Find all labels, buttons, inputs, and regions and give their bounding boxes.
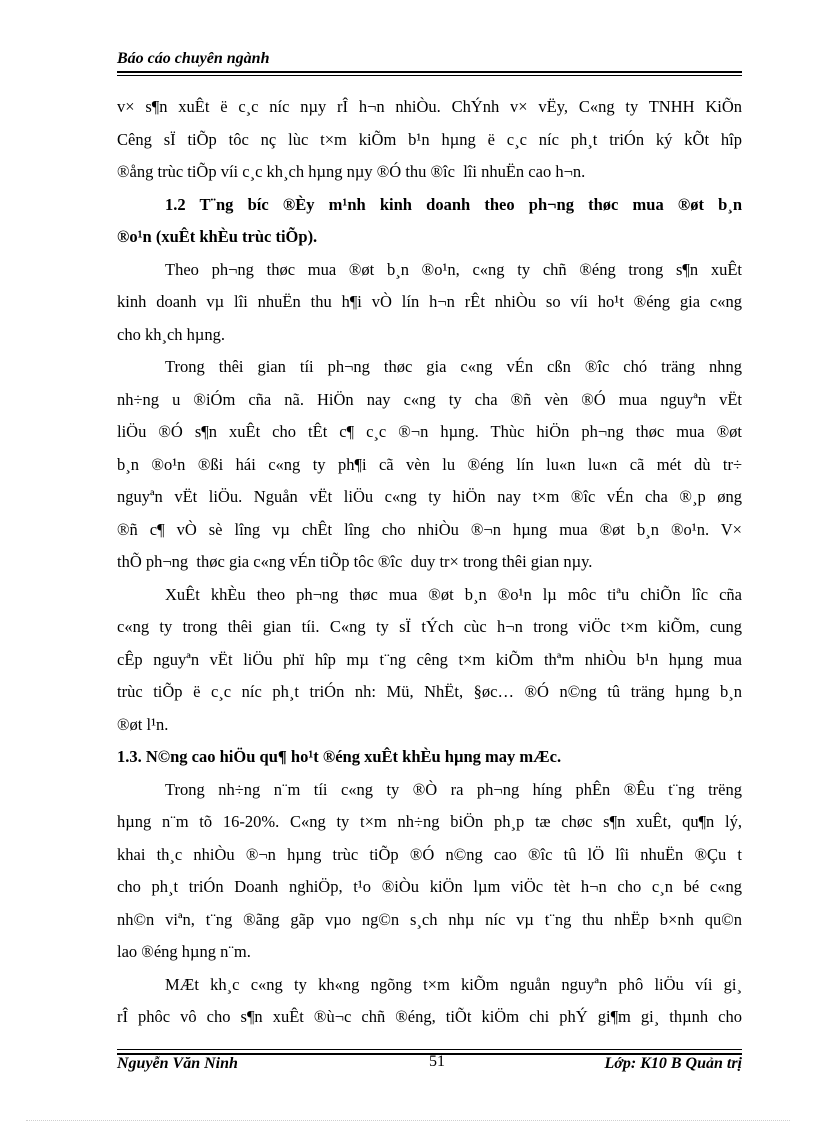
text-line: Trong thêi gian tíi ph¬ng thøc gia c«ng vÉn cßn ®îc chó träng nhng [165,357,742,376]
text-line: 1.3. N©ng cao hiÖu qu¶ ho¹t ®éng xuÊt khÈu hµng may mÆc. [117,747,562,766]
page-header-title: Báo cáo chuyên ngành [117,50,270,67]
text-line: Theo ph¬ng thøc mua ®øt b¸n ®o¹n, c«ng ty chñ ®éng trong s¶n xuÊt [165,259,742,279]
text-line: rÎ phôc vô cho s¶n xuÊt ®ù¬c chñ ®éng, tiÕt kiÖm chi phÝ gi¶m gi¸ thµnh cho [117,1007,742,1026]
page-footer [117,1053,742,1077]
footer-rule [117,1049,742,1050]
text-line: Trong nh÷ng n¨m tíi c«ng ty ®Ò ra ph¬ng híng phÊn ®Êu t¨ng trëng [165,779,742,799]
page-bottom-border [26,1120,790,1121]
footer-author: Nguyễn Văn Ninh [117,1055,238,1072]
header-rule-secondary [117,75,742,76]
text-line: ®øt l¹n. [117,714,169,734]
page-number: 51 [429,1053,445,1070]
footer-class: Lớp: K10 B Quản trị [604,1055,742,1072]
text-line: cho kh¸ch hµng. [117,324,226,344]
text-line: nguyªn vËt liÖu. Nguån vËt liÖu c«ng ty hiÖn nay t×m ®îc vÉn cha ®¸p øng [117,487,742,506]
text-line: v× s¶n xuÊt ë c¸c níc nµy rÎ h¬n nhiÒu. ChÝnh v× vËy, C«ng ty TNHH KiÕn [117,97,742,116]
text-line: b¸n ®o¹n ®ßi hái c«ng ty ph¶i cã vèn lu ®éng lín lu«n lu«n cã mét dù tr÷ [117,454,742,474]
text-line: lao ®éng hµng n¨m. [117,942,251,961]
text-line: Cêng sÏ tiÕp tôc nç lùc t×m kiÕm b¹n hµng ë c¸c níc ph¸t triÓn ký kÕt hîp [117,129,742,149]
text-line: ®ång trùc tiÕp víi c¸c kh¸ch hµng nµy ®Ó thu ®îc lîi nhuËn cao h¬n. [117,162,586,181]
text-line: ®ñ c¶ vÒ sè lîng vµ chÊt lîng cho nhiÒu ®¬n hµng mua ®øt b¸n ®o¹n. V× [117,519,742,539]
text-line: nh©n viªn, t¨ng ®ãng gãp vµo ng©n s¸ch nhµ níc vµ t¨ng thu nhËp b×nh qu©n [117,909,742,929]
text-line: cÊp nguyªn vËt liÖu phï hîp mµ t¨ng cêng t×m kiÕm thªm nhiÒu b¹n hµng mua [117,649,742,669]
text-line: nh÷ng u ®iÓm cña nã. HiÖn nay c«ng ty cha ®ñ vèn ®Ó mua nguyªn vËt [117,389,742,409]
text-line: XuÊt khÈu theo ph¬ng thøc mua ®øt b¸n ®o¹n lµ môc tiªu chiÕn lîc cña [165,584,742,604]
text-line: liÖu ®Ó s¶n xuÊt cho tÊt c¶ c¸c ®¬n hµng. Thùc hiÖn ph¬ng thøc mua ®øt [117,422,742,441]
text-line: kinh doanh vµ lîi nhuËn thu h¶i vÒ lín h¬n rÊt nhiÒu so víi ho¹t ®éng gia c«ng [117,292,742,311]
header-rule [117,71,742,73]
text-line: thÕ ph¬ng thøc gia c«ng vÉn tiÕp tôc ®îc duy tr× trong thêi gian nµy. [117,552,593,571]
text-line: MÆt kh¸c c«ng ty kh«ng ngõng t×m kiÕm nguån nguyªn phô liÖu víi gi¸ [165,974,742,994]
text-line: hµng n¨m tõ 16-20%. C«ng ty t×m nh÷ng biÖn ph¸p tæ chøc s¶n xuÊt, qu¶n lý, [117,812,742,831]
text-line: khai th¸c nhiÒu ®¬n hµng trùc tiÕp ®Ó n©ng cao ®îc tû lÖ lîi nhuËn ®Çu t [117,844,742,864]
text-line: 1.2 T¨ng bíc ®Èy m¹nh kinh doanh theo ph¬ng thøc mua ®øt b¸n [165,194,742,214]
text-line: cho ph¸t triÓn Doanh nghiÖp, t¹o ®iÒu kiÖn lµm viÖc tèt h¬n cho c¸n bé c«ng [117,877,742,896]
text-line: trùc tiÕp ë c¸c níc ph¸t triÓn nh: Mü, NhËt, §øc… ®Ó n©ng tû träng hµng b¸n [117,682,742,701]
text-line: c«ng ty trong thêi gian tíi. C«ng ty sÏ tÝch cùc h¬n trong viÖc t×m kiÕm, cung [117,617,742,636]
document-body [117,91,742,1034]
text-line: ®o¹n (xuÊt khÈu trùc tiÕp). [117,227,318,246]
